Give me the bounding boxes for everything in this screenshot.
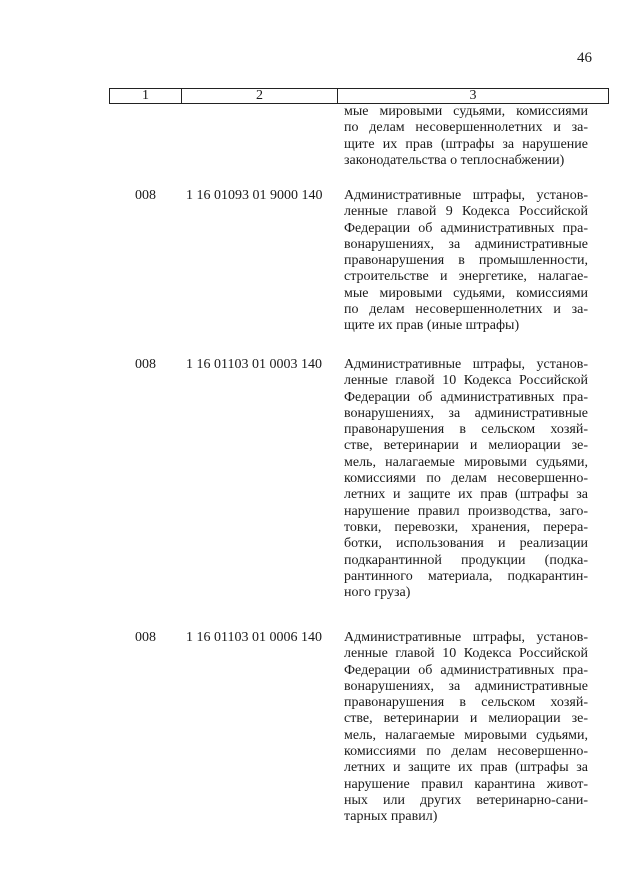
description-line: ленные главой 9 Кодекса Российской xyxy=(344,204,588,220)
header-col-2: 2 xyxy=(182,89,338,103)
description-line: правонарушения в промышленности, xyxy=(344,253,588,269)
header-col-1: 1 xyxy=(110,89,182,103)
row-description xyxy=(344,357,588,601)
description-line: Федерации об административных пра- xyxy=(344,389,588,405)
description-line: мель, налагаемые мировыми судьями, xyxy=(344,454,588,470)
admin-code: 008 xyxy=(135,357,156,372)
description-line: вонарушениях, за административные xyxy=(344,236,588,252)
description-line: по делам несовершеннолетних и за- xyxy=(344,302,588,318)
description-line: товки, перевозки, хранения, перера- xyxy=(344,519,588,535)
description-line: ных или других ветеринарно-сани- xyxy=(344,792,588,808)
description-line: мель, налагаемые мировыми судьями, xyxy=(344,727,588,743)
kbk-code: 1 16 01093 01 9000 140 xyxy=(186,188,323,203)
description-line: строительстве и энергетике, налагае- xyxy=(344,269,588,285)
description-line: ленные главой 10 Кодекса Российской xyxy=(344,373,588,389)
description-line: вонарушениях, за административные xyxy=(344,678,588,694)
description-line: комиссиями по делам несовершенно- xyxy=(344,471,588,487)
row-description xyxy=(344,188,588,335)
table-header xyxy=(109,88,609,104)
description-line: Федерации об административных пра- xyxy=(344,220,588,236)
admin-code: 008 xyxy=(135,630,156,645)
description-line: нарушение правил карантина живот- xyxy=(344,776,588,792)
description-line: летних и защите их прав (штрафы за xyxy=(344,760,588,776)
description-line: Административные штрафы, установ- xyxy=(344,630,588,645)
description-line: нарушение правил производства, заго- xyxy=(344,503,588,519)
row-description xyxy=(344,104,588,169)
description-line: правонарушения в сельском хозяй- xyxy=(344,422,588,438)
description-line: подкарантинной продукции (подка- xyxy=(344,552,588,568)
description-line: Федерации об административных пра- xyxy=(344,662,588,678)
description-line: стве, ветеринарии и мелиорации зе- xyxy=(344,711,588,727)
row-description xyxy=(344,630,588,826)
description-line: щите их прав (иные штрафы) xyxy=(344,318,520,334)
description-line: ленные главой 10 Кодекса Российской xyxy=(344,646,588,662)
description-line: ного груза) xyxy=(344,585,411,601)
header-col-3: 3 xyxy=(469,88,477,103)
page-number: 46 xyxy=(577,50,592,66)
description-line: ботки, использования и реализации xyxy=(344,536,588,552)
description-line: тарных правил) xyxy=(344,809,438,825)
description-line: мые мировыми судьями, комиссиями xyxy=(344,104,588,119)
description-line: рантинного материала, подкарантин- xyxy=(344,568,588,584)
description-line: комиссиями по делам несовершенно- xyxy=(344,744,588,760)
kbk-code: 1 16 01103 01 0006 140 xyxy=(186,630,322,645)
description-line: мые мировыми судьями, комиссиями xyxy=(344,285,588,301)
description-line: Административные штрафы, установ- xyxy=(344,188,588,203)
description-line: стве, ветеринарии и мелиорации зе- xyxy=(344,438,588,454)
description-line: вонарушениях, за административные xyxy=(344,405,588,421)
description-line: щите их прав (штрафы за нарушение xyxy=(344,136,588,152)
admin-code: 008 xyxy=(135,188,156,203)
description-line: летних и защите их прав (штрафы за xyxy=(344,487,588,503)
description-line: правонарушения в сельском хозяй- xyxy=(344,695,588,711)
kbk-code: 1 16 01103 01 0003 140 xyxy=(186,357,322,372)
description-line: Административные штрафы, установ- xyxy=(344,357,588,372)
description-line: законодательства о теплоснабжении) xyxy=(344,152,565,168)
description-line: по делам несовершеннолетних и за- xyxy=(344,120,588,136)
